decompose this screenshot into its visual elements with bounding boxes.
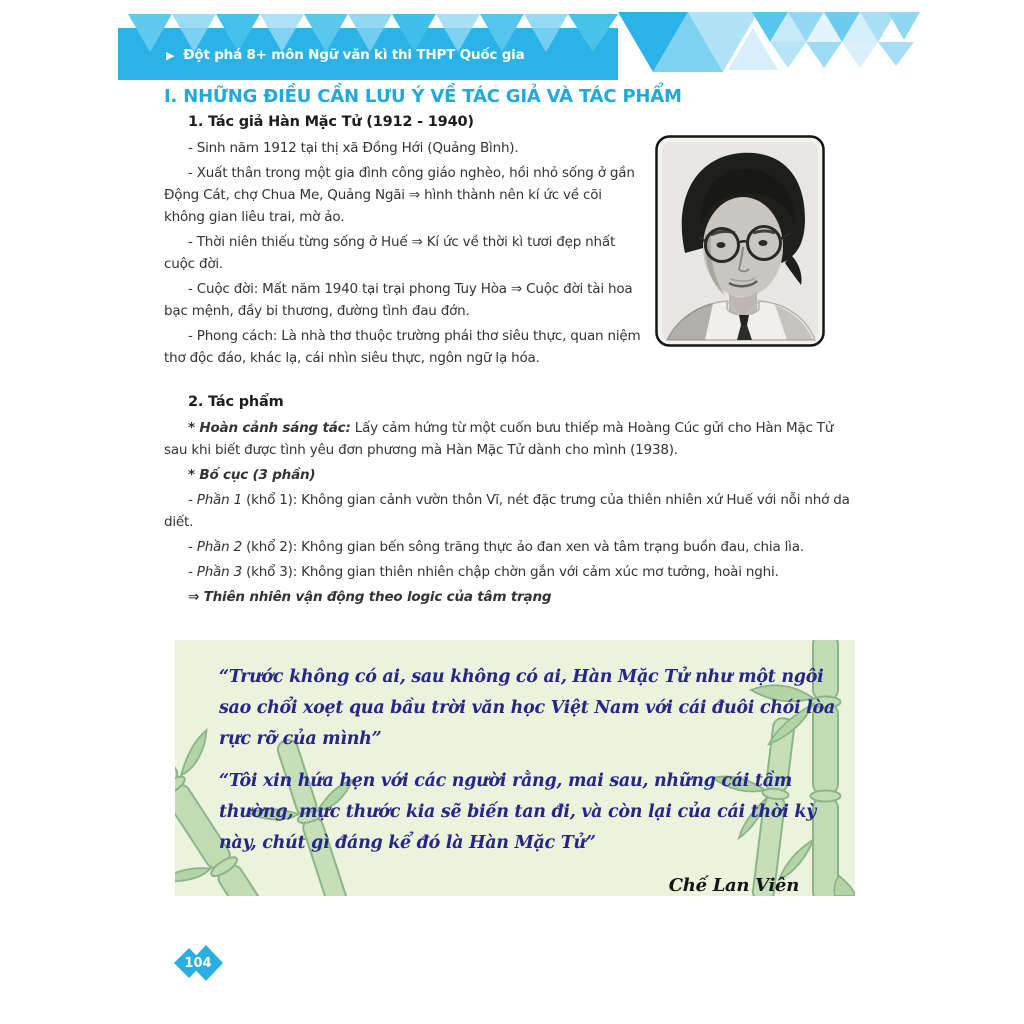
work-context-paragraph bbox=[164, 417, 858, 461]
author-paragraph-5: - Phong cách: Là nhà thơ thuộc trường phái thơ siêu thực, quan niệm thơ độc đáo, khác lạ, cái nhìn siêu thực, ngôn ngữ lạ hóa. bbox=[164, 328, 641, 366]
work-section-heading: 2. Tác phẩm bbox=[188, 394, 284, 410]
author-photo-frame bbox=[655, 135, 825, 347]
author-paragraph-2: - Xuất thân trong một gia đình công giáo nghèo, hồi nhỏ sống ở gần Động Cát, chợ Chua Me, Quảng Ngãi ⇒ hình thành nên kí ức về cõi không gian liêu trai, mờ ảo. bbox=[164, 165, 635, 225]
banner-title-row bbox=[166, 44, 525, 66]
quote-2: “Tôi xin hứa hẹn với các người rằng, mai sau, những cái tầm thường, mực thước kia sẽ biến tan đi, và còn lại của cái thời kỳ này, chút gì đáng kể đó là Hàn Mặc Tử” bbox=[219, 771, 817, 853]
author-paragraph-4: - Cuộc đời: Mất năm 1940 tại trại phong Tuy Hòa ⇒ Cuộc đời tài hoa bạc mệnh, đầy bi thương, đường tình đau đớn. bbox=[164, 281, 633, 319]
quote-box bbox=[175, 640, 855, 896]
author-section bbox=[164, 114, 858, 372]
quote-attribution: Chế Lan Viên bbox=[668, 875, 799, 896]
part-1-label: - Phần 1 bbox=[188, 492, 242, 508]
author-paragraph-3: - Thời niên thiếu từng sống ở Huế ⇒ Kí ức về thời kì tươi đẹp nhất cuộc đời. bbox=[164, 234, 616, 272]
page-header-banner bbox=[118, 10, 920, 82]
banner-title: Đột phá 8+ môn Ngữ văn kì thi THPT Quốc gia bbox=[183, 47, 525, 63]
page-main-heading: I. NHỮNG ĐIỀU CẦN LƯU Ý VỀ TÁC GIẢ VÀ TÁC PHẨM bbox=[164, 86, 682, 107]
author-section-heading: 1. Tác giả Hàn Mặc Tử (1912 - 1940) bbox=[188, 114, 474, 130]
quote-1: “Trước không có ai, sau không có ai, Hàn Mặc Tử như một ngôi sao chổi xoẹt qua bầu trời văn học Việt Nam với cái đuôi chói lòa rực rỡ của mình” bbox=[219, 667, 835, 749]
quote-content bbox=[219, 662, 841, 896]
part-1-text: (khổ 1): Không gian cảnh vườn thôn Vĩ, nét đặc trưng của thiên nhiên xứ Huế với nỗi nhớ da diết. bbox=[164, 492, 850, 530]
part-3-text: (khổ 3): Không gian thiên nhiên chập chờn gắn với cảm xúc mơ tưởng, hoài nghi. bbox=[241, 564, 779, 580]
author-section-body bbox=[164, 137, 858, 369]
author-portrait-photo bbox=[655, 135, 825, 347]
work-part-1 bbox=[164, 489, 858, 533]
conclusion-text: ⇒ Thiên nhiên vận động theo logic của tâm trạng bbox=[188, 589, 552, 605]
page-number-badge bbox=[172, 940, 224, 986]
context-label: * Hoàn cảnh sáng tác: bbox=[188, 420, 351, 436]
part-2-text: (khổ 2): Không gian bến sông trăng thực ảo đan xen và tâm trạng buồn đau, chia lìa. bbox=[241, 539, 804, 555]
context-text: Lấy cảm hứng từ một cuốn bưu thiếp mà Hoàng Cúc gửi cho Hàn Mặc Tử sau khi biết được tình yêu đơn phương mà Hàn Mặc Tử dành cho mình (1938). bbox=[164, 420, 834, 458]
work-part-3 bbox=[164, 561, 858, 583]
work-section bbox=[164, 394, 858, 611]
part-3-label: - Phần 3 bbox=[188, 564, 242, 580]
work-part-2 bbox=[164, 536, 858, 558]
play-arrow-icon: ▶ bbox=[166, 49, 175, 62]
author-paragraph-1: - Sinh năm 1912 tại thị xã Đồng Hới (Quảng Bình). bbox=[188, 140, 519, 156]
structure-label: * Bố cục (3 phần) bbox=[188, 467, 316, 483]
page-number: 104 bbox=[184, 955, 212, 971]
part-2-label: - Phần 2 bbox=[188, 539, 242, 555]
